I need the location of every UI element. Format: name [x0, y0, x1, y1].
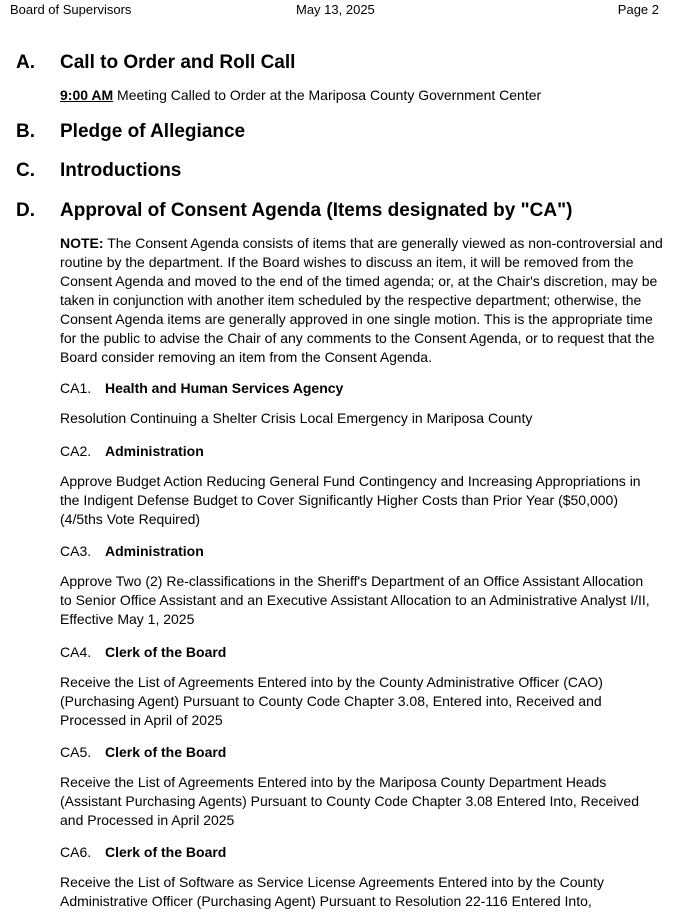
consent-agenda-note [60, 234, 668, 367]
section-b-heading [16, 120, 245, 144]
ca-item-number: CA6. [60, 844, 92, 860]
section-a-heading [16, 51, 295, 75]
description-line: (4/5ths Vote Required) [60, 511, 201, 527]
ca-item-description [60, 472, 668, 529]
section-title: Pledge of Allegiance [60, 121, 246, 142]
description-line: Processed in April of 2025 [60, 712, 223, 728]
call-to-order-line [60, 86, 668, 105]
description-line: (Assistant Purchasing Agents) Pursuant to County Code Chapter 3.08 Entered Into, Received [60, 793, 639, 809]
header-page-number: Page 2 [617, 2, 659, 17]
description-line: and Processed in April 2025 [60, 812, 235, 828]
ca-item-description [60, 673, 668, 730]
note-label: NOTE: [60, 235, 104, 251]
ca-item-number: CA2. [60, 443, 92, 459]
ca-item-description [60, 409, 668, 428]
call-to-order-text: Meeting Called to Order at the Mariposa County Government Center [113, 87, 542, 103]
description-line: Resolution Continuing a Shelter Crisis Local Emergency in Mariposa County [60, 410, 533, 426]
description-line: to Senior Office Assistant and an Executive Assistant Allocation to an Administrative Analyst I/II, [60, 592, 650, 608]
description-line: the Indigent Defense Budget to Cover Significantly Higher Costs than Prior Year ($50,000) [60, 492, 618, 508]
section-title: Introductions [60, 160, 182, 181]
ca-item-department: Clerk of the Board [105, 844, 227, 860]
section-c-heading [16, 159, 181, 183]
description-line: Receive the List of Agreements Entered into by the County Administrative Officer (CAO) [60, 674, 603, 690]
ca-item-department: Health and Human Services Agency [105, 380, 344, 396]
section-letter: D. [16, 200, 35, 221]
ca-item-heading [60, 379, 343, 398]
ca-item-department: Administration [105, 543, 204, 559]
section-title: Call to Order and Roll Call [60, 52, 296, 73]
header-board-name: Board of Supervisors [10, 2, 132, 17]
ca-item-department: Administration [105, 443, 204, 459]
ca-item-number: CA3. [60, 543, 92, 559]
ca-item-number: CA4. [60, 644, 92, 660]
ca-item-number: CA5. [60, 744, 92, 760]
ca-item-heading [60, 843, 226, 862]
note-text: The Consent Agenda consists of items that are generally viewed as non-controversial and routine by the department. If the Board wishes to discuss an item, it will be removed from the Consent Agenda and moved to the end of the timed agenda; or, at the Chair's discretion, may be taken in conjunction with another item scheduled by the respective department; otherwise, the Consent Agenda items are generally approved in one single motion. This is the appropriate time for the public to advise the Chair of any comments to the Consent Agenda, or to request that the Board consider removing an item from the Consent Agenda. [60, 235, 663, 365]
description-line: Administrative Officer (Purchasing Agent) Pursuant to Resolution 22-116 Entered Into, [60, 893, 592, 909]
section-title: Approval of Consent Agenda (Items designated by "CA") [60, 200, 573, 221]
description-line: Receive the List of Agreements Entered into by the Mariposa County Department Heads [60, 774, 607, 790]
ca-item-heading [60, 542, 204, 561]
ca-item-department: Clerk of the Board [105, 744, 227, 760]
ca-item-description [60, 873, 668, 911]
ca-item-heading [60, 743, 226, 762]
description-line: Approve Budget Action Reducing General Fund Contingency and Increasing Appropriations in [60, 473, 641, 489]
description-line: Approve Two (2) Re-classifications in the Sheriff's Department of an Office Assistant Allocation [60, 573, 644, 589]
description-line: (Purchasing Agent) Pursuant to County Code Chapter 3.08, Entered into, Received and [60, 693, 602, 709]
section-letter: B. [16, 121, 35, 142]
description-line: Receive the List of Software as Service License Agreements Entered into by the County [60, 874, 604, 890]
description-line: Effective May 1, 2025 [60, 611, 195, 627]
meeting-time: 9:00 AM [60, 87, 114, 103]
header-date: May 13, 2025 [296, 2, 375, 17]
ca-item-description [60, 572, 668, 629]
ca-item-heading [60, 643, 226, 662]
section-d-heading [16, 199, 572, 223]
section-letter: A. [16, 52, 35, 73]
ca-item-description [60, 773, 668, 830]
ca-item-heading [60, 442, 204, 461]
ca-item-department: Clerk of the Board [105, 644, 227, 660]
section-letter: C. [16, 160, 35, 181]
ca-item-number: CA1. [60, 380, 92, 396]
